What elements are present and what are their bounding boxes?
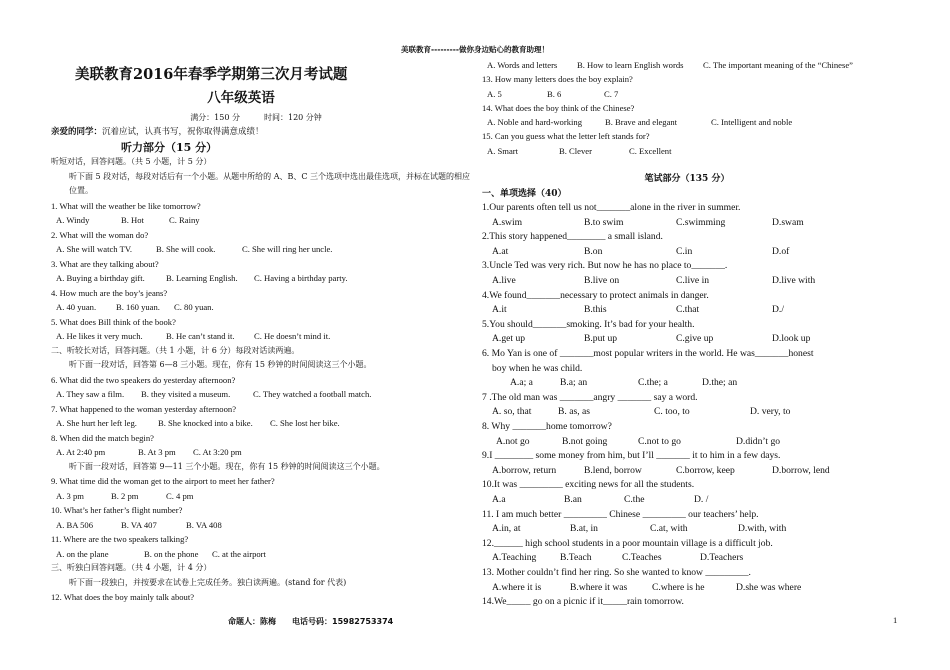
option-c: C.at, with: [650, 523, 688, 535]
score-time-line: 满分：150 分 时间：120 分钟: [190, 113, 322, 122]
option-a: A.where it is: [492, 581, 542, 593]
question-15: 15. Can you guess what the letter left stands for?: [482, 131, 650, 142]
listening-part2-instructions: 听下面一段对话，回答第 6—8 三小题。现在，你有 15 秒钟的时间阅读这三个小题。: [69, 360, 372, 369]
question-7-options: [51, 416, 471, 431]
option-a: A. He likes it very much.: [56, 331, 143, 341]
option-c: C.borrow, keep: [676, 464, 735, 476]
question-2: 2. What will the woman do?: [51, 229, 149, 240]
greeting: [51, 125, 471, 140]
written-question-11: 11. I am much better _________ Chinese _________ our teachers’ help.: [482, 508, 759, 520]
written-question-7-options: [482, 405, 912, 420]
option-c: C.where is he: [652, 581, 705, 593]
option-d: D. /: [694, 493, 709, 505]
question-5-options: [51, 329, 471, 344]
option-c: C. Rainy: [169, 215, 200, 225]
listening-part2b-instructions: 听下面一段对话，回答第 9—11 三个小题。现在，你有 15 秒钟的时间阅读这三个小题。: [69, 461, 385, 471]
option-b: B. 160 yuan.: [116, 302, 160, 312]
option-d: D.live with: [772, 275, 816, 287]
written-question-4: 4.We found_______necessary to protect animals in danger.: [482, 289, 709, 301]
written-question-6: 6. Mo Yan is one of _______most popular writers in the world. He was_______honest: [482, 348, 814, 360]
option-b: B. 6: [547, 88, 562, 99]
written-question-12: 12.______ high school students in a poor mountain village is a difficult job.: [482, 537, 773, 549]
right-column: [482, 58, 912, 610]
option-a: A. She will watch TV.: [56, 244, 133, 254]
option-c: C. At 3:20 pm: [193, 447, 242, 457]
listening-part1-instructions: 听下面 5 段对话，每段对话后有一个小题。从题中所给的 A、B、C 三个选项中选出最佳选项，并标在试题的相应位置。: [69, 171, 471, 195]
option-a: A. 5: [487, 88, 502, 99]
option-c: C. 80 yuan.: [174, 302, 214, 312]
option-a: A.get up: [492, 333, 526, 345]
written-question-1: 1.Our parents often tell us not_______alone in the river in summer.: [482, 202, 741, 214]
option-b: B.Teach: [560, 552, 592, 564]
option-b: B.where it was: [570, 581, 628, 593]
exam-subtitle: 八年级英语: [207, 90, 275, 106]
option-d: D. very, to: [750, 406, 791, 418]
written-question-11-options: [482, 522, 912, 537]
option-b: B. they visited a museum.: [141, 389, 231, 399]
written-question-6-cont: boy when he was child.: [492, 362, 583, 374]
option-c: C. She lost her bike.: [270, 418, 340, 428]
option-b: B.put up: [584, 333, 618, 345]
listening-part3-title: 三、听独白回答问题。（共 4 小题，计 4 分）: [51, 563, 212, 572]
option-a: A. Buying a birthday gift.: [56, 273, 145, 283]
written-question-7: 7 .The old man was _______angry _______ say a word.: [482, 391, 698, 403]
question-8: 8. When did the match begin?: [51, 432, 154, 443]
left-column: [51, 64, 471, 605]
option-b: B.lend, borrow: [584, 464, 642, 476]
question-12-options: [482, 58, 912, 72]
option-c: C. 7: [604, 88, 619, 99]
option-a: A. Windy: [56, 215, 90, 225]
written-question-8-options: [482, 435, 912, 450]
option-c: C. Having a birthday party.: [254, 273, 348, 283]
option-c: C. at the airport: [212, 548, 266, 559]
option-c: C.that: [676, 304, 700, 316]
option-c: C. Intelligent and noble: [711, 117, 793, 128]
option-a: A. At 2:40 pm: [56, 447, 106, 457]
option-d: D.with, with: [738, 523, 787, 535]
question-2-options: [51, 242, 471, 257]
question-10-options: [51, 518, 471, 533]
option-b: B. How to learn English words: [577, 60, 684, 70]
option-b: B.an: [564, 493, 582, 505]
option-b: B.on: [584, 245, 603, 257]
option-d: D.swam: [772, 216, 804, 228]
question-3-options: [51, 271, 471, 286]
option-c: C. The important meaning of the “Chinese”: [703, 60, 853, 70]
page-number: 1: [893, 615, 898, 625]
option-c: C. 4 pm: [166, 490, 194, 501]
option-b: B. as, as: [558, 406, 590, 418]
written-question-9-options: [482, 464, 912, 479]
option-c: C.live in: [676, 275, 710, 287]
option-a: A.borrow, return: [492, 464, 557, 476]
option-b: B. Brave and elegant: [605, 117, 678, 128]
written-section-title: 笔试部分（135 分）: [644, 174, 730, 185]
option-a: A. They saw a film.: [56, 389, 125, 399]
question-5: 5. What does Bill think of the book?: [51, 316, 176, 327]
question-12: 12. What does the boy mainly talk about?: [51, 592, 195, 602]
greeting-text: 沉着应试，认真书写，祝你取得满意成绩！: [102, 127, 264, 137]
option-a: A.swim: [492, 216, 523, 228]
option-a: A.at: [492, 245, 509, 257]
question-11: 11. Where are the two speakers talking?: [51, 534, 189, 544]
option-a: A.a: [492, 493, 506, 505]
option-a: A.Teaching: [492, 552, 537, 564]
option-c: C.the; a: [638, 377, 668, 389]
option-b: B.this: [584, 304, 607, 316]
written-question-4-options: [482, 303, 912, 318]
greeting-label: 亲爱的同学：: [51, 127, 103, 137]
written-question-5: 5.You should_______smoking. It’s bad for your health.: [482, 318, 695, 330]
question-14-options: [482, 115, 912, 129]
option-b: B. He can’t stand it.: [166, 331, 235, 341]
option-b: B.live on: [584, 275, 620, 287]
question-4: 4. How much are the boy’s jeans?: [51, 287, 168, 298]
option-c: C.swimming: [676, 216, 726, 228]
written-question-12-options: [482, 551, 912, 566]
option-c: C. She will ring her uncle.: [242, 244, 333, 254]
option-b: B.not going: [562, 435, 608, 447]
listening-part1-title: 听短对话，回答问题。（共 5 小题，计 5 分）: [51, 157, 212, 166]
written-question-2: 2.This story happened________ a small island.: [482, 231, 663, 243]
option-a: A. 40 yuan.: [56, 302, 97, 312]
option-d: D.borrow, lend: [772, 464, 830, 476]
option-c: C. He doesn’t mind it.: [254, 331, 331, 341]
option-b: B.at, in: [570, 523, 598, 535]
written-question-13: 13. Mother couldn’t find her ring. So she wanted to know _________.: [482, 566, 751, 578]
question-14: 14. What does the boy think of the Chinese?: [482, 102, 635, 113]
option-a: A.a; a: [510, 377, 533, 389]
option-a: A. so, that: [492, 406, 532, 418]
option-d: D.of: [772, 245, 790, 257]
question-15-options: [482, 144, 912, 158]
option-b: B. Hot: [121, 215, 144, 225]
option-c: C.not to go: [638, 435, 681, 447]
written-question-9: 9.I ________ some money from him, but I’ll _______ it to him in a few days.: [482, 450, 781, 462]
option-d: D.the; an: [702, 377, 738, 389]
page-header: 美联教育---------做你身边贴心的教育助理！: [400, 45, 549, 54]
option-d: D.didn’t go: [736, 435, 781, 447]
option-a: A.live: [492, 275, 516, 287]
written-question-3: 3.Uncle Ted was very rich. But now he has no place to_______.: [482, 260, 728, 272]
question-6: 6. What did the two speakers do yesterday afternoon?: [51, 374, 236, 385]
option-c: C. Excellent: [629, 145, 672, 156]
option-a: A.in, at: [492, 523, 521, 535]
written-question-1-options: [482, 216, 912, 231]
listening-section-title: 听力部分（15 分）: [121, 141, 218, 154]
question-10: 10. What’s her father’s flight number?: [51, 505, 183, 515]
written-question-8: 8. Why _______home tomorrow?: [482, 420, 612, 432]
option-a: A.not go: [496, 435, 530, 447]
written-question-13-options: [482, 581, 912, 596]
question-13: 13. How many letters does the boy explain?: [482, 74, 633, 85]
option-a: A. 3 pm: [56, 490, 84, 501]
question-6-options: [51, 387, 471, 402]
option-b: B. Learning English.: [166, 273, 238, 283]
option-b: B. She will cook.: [156, 244, 216, 254]
written-question-6-options: [482, 376, 912, 391]
question-8-options: [51, 445, 471, 460]
question-1-options: [51, 213, 471, 228]
single-choice-title: 一、单项选择（40）: [482, 189, 567, 200]
option-c: B. VA 408: [186, 519, 222, 530]
written-question-10: 10.It was _________ exciting news for all the students.: [482, 479, 695, 491]
question-9: 9. What time did the woman get to the airport to meet her father?: [51, 476, 275, 486]
question-7: 7. What happened to the woman yesterday afternoon?: [51, 403, 237, 414]
written-question-2-options: [482, 245, 912, 260]
exam-title: 美联教育2016年春季学期第三次月考试题: [75, 66, 348, 83]
written-question-10-options: [482, 493, 912, 508]
listening-part2-title: 二、听较长对话，回答问题。（共 1 小题，计 6 分）每段对话读两遍。: [51, 345, 300, 355]
footer-author: 命题人：陈梅 电话号码：15982753374: [228, 617, 394, 626]
option-a: A.it: [492, 304, 507, 316]
question-3: 3. What are they talking about?: [51, 258, 159, 269]
option-a: A. on the plane: [56, 548, 109, 559]
option-b: B. At 3 pm: [138, 447, 176, 457]
option-d: D.she was where: [736, 581, 802, 593]
option-a: A. BA 506: [56, 519, 94, 530]
written-question-5-options: [482, 332, 912, 347]
option-a: A. Noble and hard-working: [487, 117, 582, 128]
option-a: A. Words and letters: [487, 60, 558, 70]
written-question-14: 14.We_____ go on a picnic if it_____rain tomorrow.: [482, 596, 684, 608]
question-11-options: [51, 547, 471, 562]
option-b: B. Clever: [559, 145, 592, 156]
option-c: C.give up: [676, 333, 714, 345]
option-c: C.in: [676, 245, 693, 257]
option-b: B. She knocked into a bike.: [158, 418, 253, 428]
option-d: D.Teachers: [700, 552, 744, 564]
question-13-options: [482, 87, 912, 101]
option-b: B. VA 407: [121, 519, 157, 530]
option-c: C. They watched a football match.: [253, 389, 372, 399]
question-4-options: [51, 300, 471, 315]
question-9-options: [51, 489, 471, 504]
option-b: B. 2 pm: [111, 490, 139, 501]
option-d: D.look up: [772, 333, 811, 345]
question-1: 1. What will the weather be like tomorrow?: [51, 200, 201, 211]
option-c: C. too, to: [654, 406, 690, 418]
option-b: B.a; an: [560, 377, 588, 389]
option-a: A. She hurt her left leg.: [56, 418, 137, 428]
option-c: C.Teaches: [622, 552, 662, 564]
option-c: C.the: [624, 493, 645, 505]
option-a: A. Smart: [487, 145, 519, 156]
written-question-3-options: [482, 274, 912, 289]
option-d: D./: [772, 304, 784, 316]
option-b: B. on the phone: [144, 548, 199, 559]
option-b: B.to swim: [584, 216, 624, 228]
listening-part3-instructions: 听下面一段独白，并按要求在试卷上完成任务。独白读两遍。(stand for 代表): [69, 577, 347, 587]
